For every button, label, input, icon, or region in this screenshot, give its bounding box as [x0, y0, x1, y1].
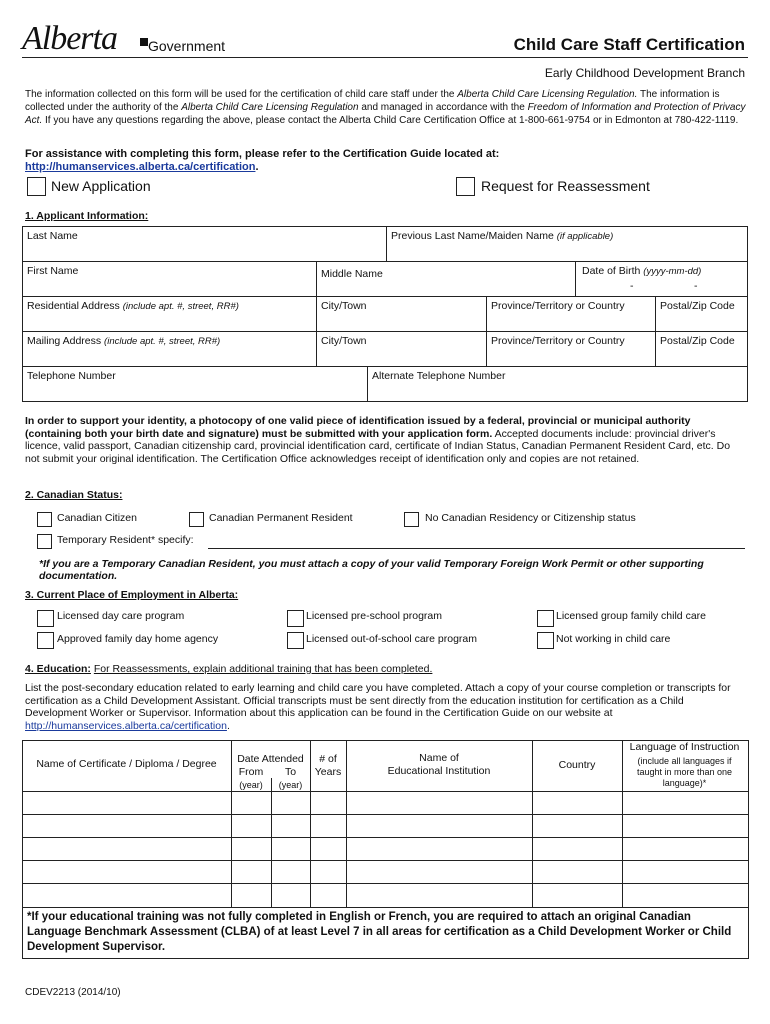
- canadian-citizen-label: Canadian Citizen: [57, 512, 137, 524]
- not-working-checkbox[interactable]: [537, 632, 554, 649]
- identity-paragraph: In order to support your identity, a photocopy of one valid piece of identification issued by a federal, provincial or municipal authority (containing both your birth date and signature) must be submitted with your application form. Accepted documents include: provincial driver's licence, valid passport, Canadian citizenship card, provincial identification card, certificate of Indian Status, Canadian Permanent Resident Card, etc. Do not submit your original identification. The Certification Office acknowledges receipt of identification only and copies are not retained.: [25, 415, 731, 465]
- education-row-3[interactable]: [23, 838, 747, 860]
- pre-school-label: Licensed pre-school program: [306, 610, 442, 622]
- assistance-text: For assistance with completing this form, please refer to the Certification Guide located at: http://humanservices.alberta.ca/certification.: [25, 148, 500, 173]
- new-application-checkbox[interactable]: [27, 177, 46, 196]
- col-from: From: [238, 766, 264, 778]
- mailing-postal-field[interactable]: Postal/Zip Code: [655, 331, 748, 367]
- family-day-home-label: Approved family day home agency: [57, 633, 219, 645]
- last-name-field[interactable]: Last Name: [22, 226, 387, 262]
- alternate-telephone-field[interactable]: Alternate Telephone Number: [367, 366, 748, 402]
- col-to: To: [284, 766, 297, 778]
- no-status-checkbox[interactable]: [404, 512, 419, 527]
- canadian-citizen-checkbox[interactable]: [37, 512, 52, 527]
- family-day-home-checkbox[interactable]: [37, 632, 54, 649]
- residential-postal-field[interactable]: Postal/Zip Code: [655, 296, 748, 332]
- new-application-label: New Application: [51, 178, 151, 194]
- permanent-resident-checkbox[interactable]: [189, 512, 204, 527]
- middle-name-field[interactable]: Middle Name: [316, 261, 576, 297]
- education-row-1[interactable]: [23, 792, 747, 814]
- group-family-label: Licensed group family child care: [556, 610, 706, 622]
- col-years: # of Years: [314, 753, 342, 778]
- section2-heading: 2. Canadian Status:: [25, 489, 123, 501]
- section4-heading: 4. Education: For Reassessments, explain additional training that has been completed.: [25, 663, 433, 675]
- intro-paragraph: The information collected on this form will be used for the certification of child care staff under the Alberta Child Care Licensing Regulation. The information is collected under the authority of the Alberta Child Care Licensing Regulation and managed in accordance with the Freedom of Information and Protection of Privacy Act. If you have any questions regarding the above, please contact the Alberta Child Care Certification Office at 1-800-661-9754 or in Edmonton at 780-422-1119.: [25, 89, 746, 126]
- permanent-resident-label: Canadian Permanent Resident: [209, 512, 353, 524]
- page-title: Child Care Staff Certification: [513, 35, 745, 54]
- guide-link[interactable]: http://humanservices.alberta.ca/certification: [25, 161, 256, 173]
- residential-city-field[interactable]: City/Town: [316, 296, 487, 332]
- temporary-resident-checkbox[interactable]: [37, 534, 52, 549]
- not-working-label: Not working in child care: [556, 633, 671, 645]
- out-of-school-checkbox[interactable]: [287, 632, 304, 649]
- temporary-resident-specify-line[interactable]: [208, 548, 745, 549]
- pre-school-checkbox[interactable]: [287, 610, 304, 627]
- col-country: Country: [558, 759, 596, 771]
- col-institution: Name of Educational Institution: [387, 752, 491, 777]
- reassessment-label: Request for Reassessment: [481, 178, 650, 194]
- section1-heading: 1. Applicant Information:: [25, 210, 149, 222]
- mailing-city-field[interactable]: City/Town: [316, 331, 487, 367]
- website-link[interactable]: http://humanservices.alberta.ca/certification: [25, 719, 227, 732]
- form-code: CDEV2213 (2014/10): [25, 987, 121, 998]
- col-from-year: (year): [239, 780, 263, 790]
- logo-flag-icon: [140, 38, 148, 46]
- education-row-2[interactable]: [23, 815, 747, 837]
- telephone-field[interactable]: Telephone Number: [22, 366, 368, 402]
- clba-notice: *If your educational training was not fully completed in English or French, you are required to attach an original Canadian Language Benchmark Assessment (CLBA) of at least Level 7 in all areas for certification as a Child Development Worker or Child Development Supervisor.: [22, 907, 749, 959]
- col-to-year: (year): [278, 780, 303, 790]
- previous-last-name-field[interactable]: Previous Last Name/Maiden Name (if applicable): [386, 226, 748, 262]
- col-certificate: Name of Certificate / Diploma / Degree: [36, 758, 217, 770]
- education-row-4[interactable]: [23, 861, 747, 883]
- day-care-label: Licensed day care program: [57, 610, 185, 622]
- first-name-field[interactable]: First Name: [22, 261, 317, 297]
- education-row-5[interactable]: [23, 884, 747, 906]
- temporary-resident-note: *If you are a Temporary Canadian Resident, you must attach a copy of your valid Temporary Foreign Work Permit or other supporting documentation.: [39, 558, 704, 582]
- col-language: Language of Instruction: [629, 741, 740, 753]
- residential-address-field[interactable]: Residential Address (include apt. #, street, RR#): [22, 296, 317, 332]
- reassessment-checkbox[interactable]: [456, 177, 475, 196]
- alberta-logo: [22, 20, 117, 58]
- no-status-label: No Canadian Residency or Citizenship status: [425, 512, 636, 524]
- logo-government: Government: [148, 38, 226, 54]
- col-date-attended: Date Attended: [237, 753, 304, 765]
- branch-name: Early Childhood Development Branch: [544, 66, 745, 80]
- mailing-province-field[interactable]: Province/Territory or Country: [486, 331, 656, 367]
- section3-heading: 3. Current Place of Employment in Alberta:: [25, 589, 239, 601]
- temporary-resident-label: Temporary Resident* specify:: [57, 534, 194, 546]
- out-of-school-label: Licensed out-of-school care program: [306, 633, 478, 645]
- day-care-checkbox[interactable]: [37, 610, 54, 627]
- logo-wordmark: Alberta: [22, 20, 117, 57]
- header-rule: [22, 57, 748, 58]
- education-paragraph: List the post-secondary education related to early learning and child care you have completed. Attach a copy of your course completion or transcripts for certification as a Child Development Assistant. Official transcripts must be sent directly from the education institution for certification as a Child Development Worker or Supervisor. Information about this application can be found in the Certification Guide on our website at http://humanservices.alberta.ca/certification.: [25, 682, 731, 732]
- residential-province-field[interactable]: Province/Territory or Country: [486, 296, 656, 332]
- group-family-checkbox[interactable]: [537, 610, 554, 627]
- mailing-address-field[interactable]: Mailing Address (include apt. #, street, RR#): [22, 331, 317, 367]
- date-of-birth-field[interactable]: Date of Birth (yyyy-mm-dd) - -: [575, 261, 748, 297]
- col-language-note: (include all languages if taught in more than one language)*: [636, 756, 733, 788]
